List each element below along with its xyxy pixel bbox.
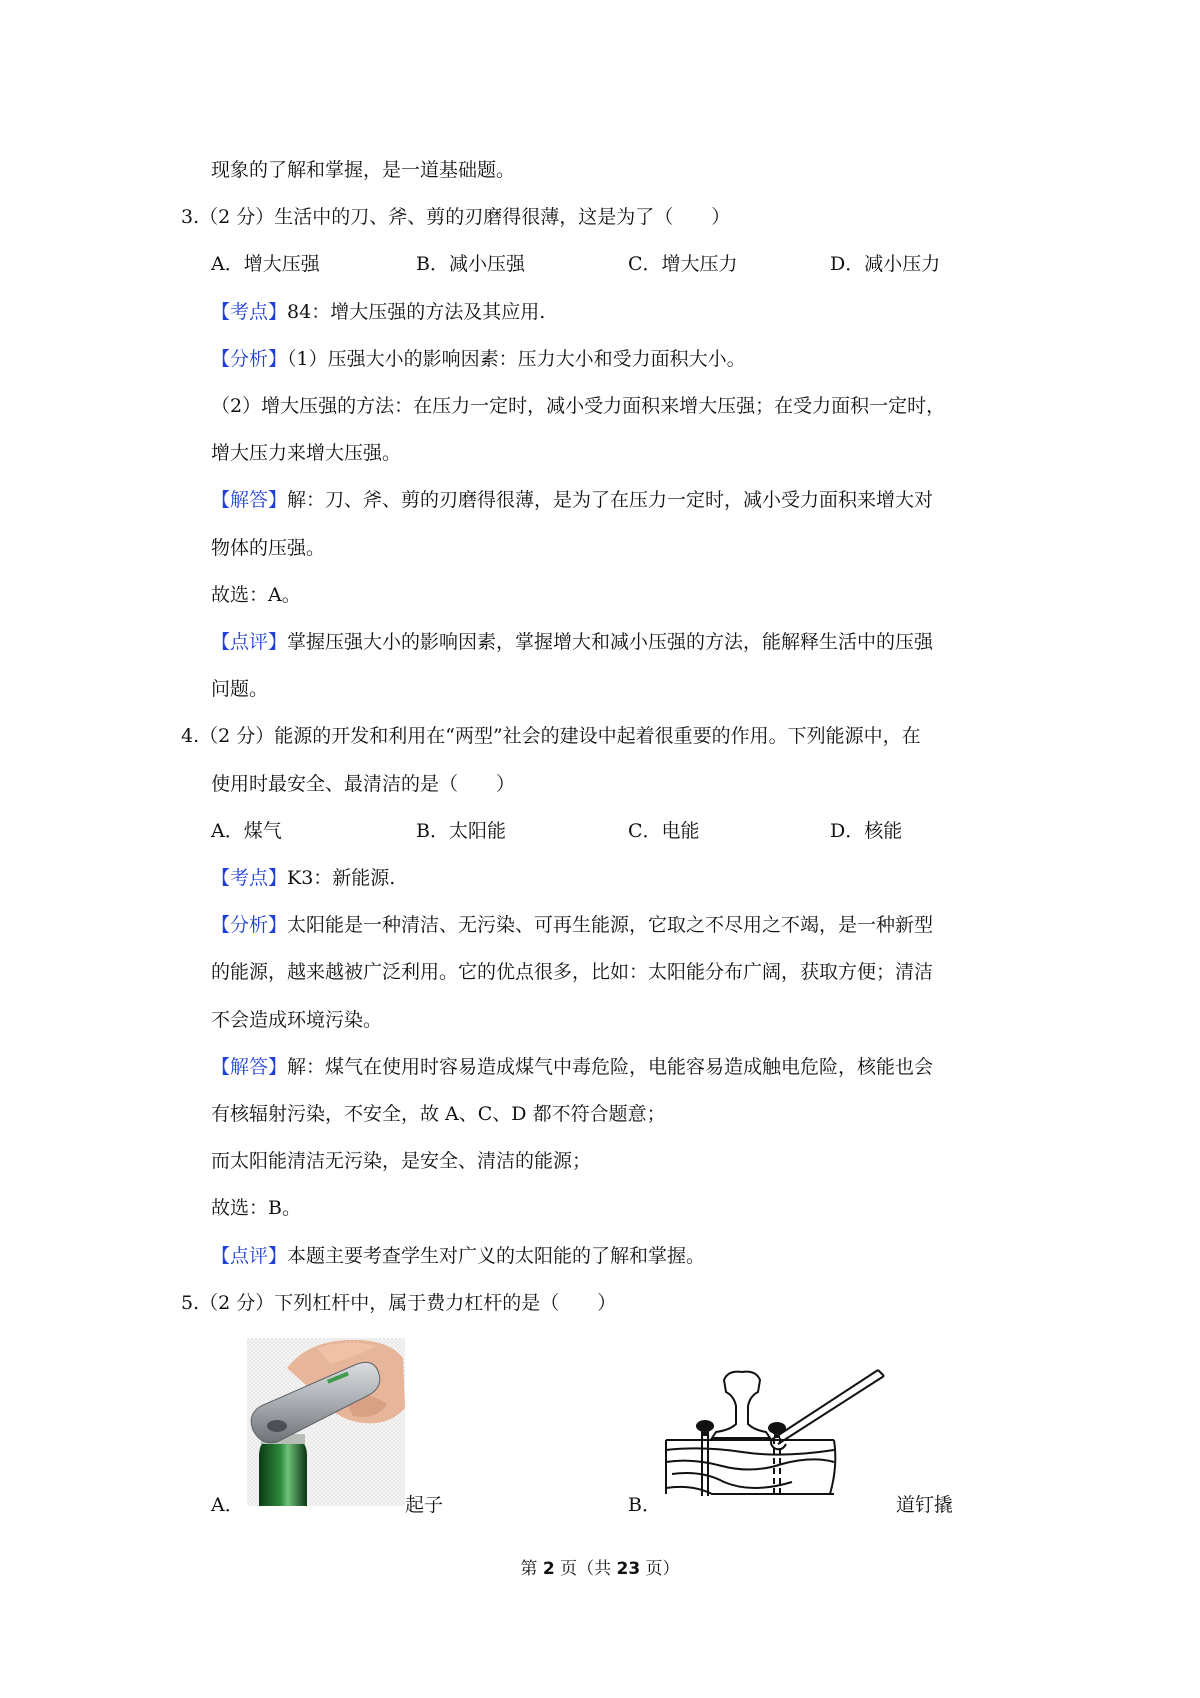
footer-total-pages: 23 [616,1559,641,1579]
fenxi-tag: 【分析】 [211,348,288,370]
q3-fenxi-text: （1）压强大小的影响因素：压力大小和受力面积大小。 [287,348,746,370]
q4-option-a: A．煤气 [211,820,282,842]
jieda-tag: 【解答】 [211,1056,288,1078]
q3-jieda-line-2: 物体的压强。 [211,537,326,559]
q3-dianping-text: 掌握压强大小的影响因素，掌握增大和减小压强的方法，能解释生活中的压强 [287,631,934,653]
page-footer [0,1554,1200,1579]
q3-fenxi [211,347,746,371]
q4-jieda-text: 解：煤气在使用时容易造成煤气中毒危险，电能容易造成触电危险，核能也会 [287,1056,934,1078]
q3-option-c: C．增大压力 [628,253,738,275]
q3-option-a: A．增大压强 [211,253,320,275]
kaodian-tag: 【考点】 [211,867,288,889]
text-line: 现象的了解和掌握，是一道基础题。 [211,159,516,181]
jieda-tag: 【解答】 [211,489,288,511]
q5-option-a-letter: A． [211,1494,244,1516]
q3-option-b: B．减小压强 [416,253,525,275]
q3-fenxi-line-2: （2）增大压强的方法：在压力一定时，减小受力面积来增大压强；在受力面积一定时， [211,395,946,417]
question-4-stem-line-2: 使用时最安全、最清洁的是（ ） [211,773,516,795]
q4-fenxi-text: 太阳能是一种清洁、无污染、可再生能源，它取之不尽用之不竭，是一种新型 [287,914,934,936]
q4-answer: 故选：B。 [211,1197,301,1219]
question-5-stem: 5.（2 分）下列杠杆中，属于费力杠杆的是（ ） [181,1292,617,1314]
question-3-stem: 3.（2 分）生活中的刀、斧、剪的刃磨得很薄，这是为了（ ） [181,206,731,228]
kaodian-tag: 【考点】 [211,301,288,323]
q3-dianping-line-2: 问题。 [211,678,269,700]
q4-kaodian [211,866,395,890]
q4-option-d: D．核能 [830,820,903,842]
fenxi-tag: 【分析】 [211,914,288,936]
q3-jieda-text: 解：刀、斧、剪的刃磨得很薄，是为了在压力一定时，减小受力面积来增大对 [287,489,934,511]
q4-option-b: B．太阳能 [416,820,506,842]
q5-option-b-label: 道钉撬 [896,1494,954,1516]
q3-answer: 故选：A。 [211,584,301,606]
q4-fenxi-line-2: 的能源，越来越被广泛利用。它的优点很多，比如：太阳能分布广阔，获取方便；清洁 [211,961,934,983]
q4-jieda-line-2: 有核辐射污染，不安全，故 A、C、D 都不符合题意； [211,1103,666,1125]
q4-dianping-text: 本题主要考查学生对广义的太阳能的了解和掌握。 [287,1245,706,1267]
q3-jieda [211,488,933,512]
q5-option-b-letter: B． [628,1494,661,1516]
q4-jieda [211,1055,933,1079]
dianping-tag: 【点评】 [211,631,288,653]
q4-kaodian-text: K3：新能源. [287,867,396,889]
q3-fenxi-line-3: 增大压力来增大压强。 [211,442,402,464]
footer-prefix: 第 [520,1559,543,1579]
question-4-stem: 4.（2 分）能源的开发和利用在“两型”社会的建设中起着很重要的作用。下列能源中，在 [181,725,921,747]
q3-option-d: D．减小压力 [830,253,941,275]
bottle-opener-image [247,1338,405,1506]
q5-option-a-label: 起子 [405,1494,444,1516]
q4-fenxi-line-3: 不会造成环境污染。 [211,1009,383,1031]
footer-page-number: 2 [542,1559,555,1579]
q4-jieda-line-3: 而太阳能清洁无污染，是安全、清洁的能源； [211,1150,592,1172]
dianping-tag: 【点评】 [211,1245,288,1267]
footer-middle: 页（共 [554,1559,617,1579]
q4-option-c: C．电能 [628,820,700,842]
rail-spike-puller-image [662,1366,892,1506]
q3-dianping [211,630,933,654]
q3-kaodian [211,300,545,324]
q4-dianping [211,1244,705,1268]
q3-kaodian-text: 84：增大压强的方法及其应用. [287,301,546,323]
footer-suffix: 页） [640,1559,680,1579]
q4-fenxi [211,913,933,937]
